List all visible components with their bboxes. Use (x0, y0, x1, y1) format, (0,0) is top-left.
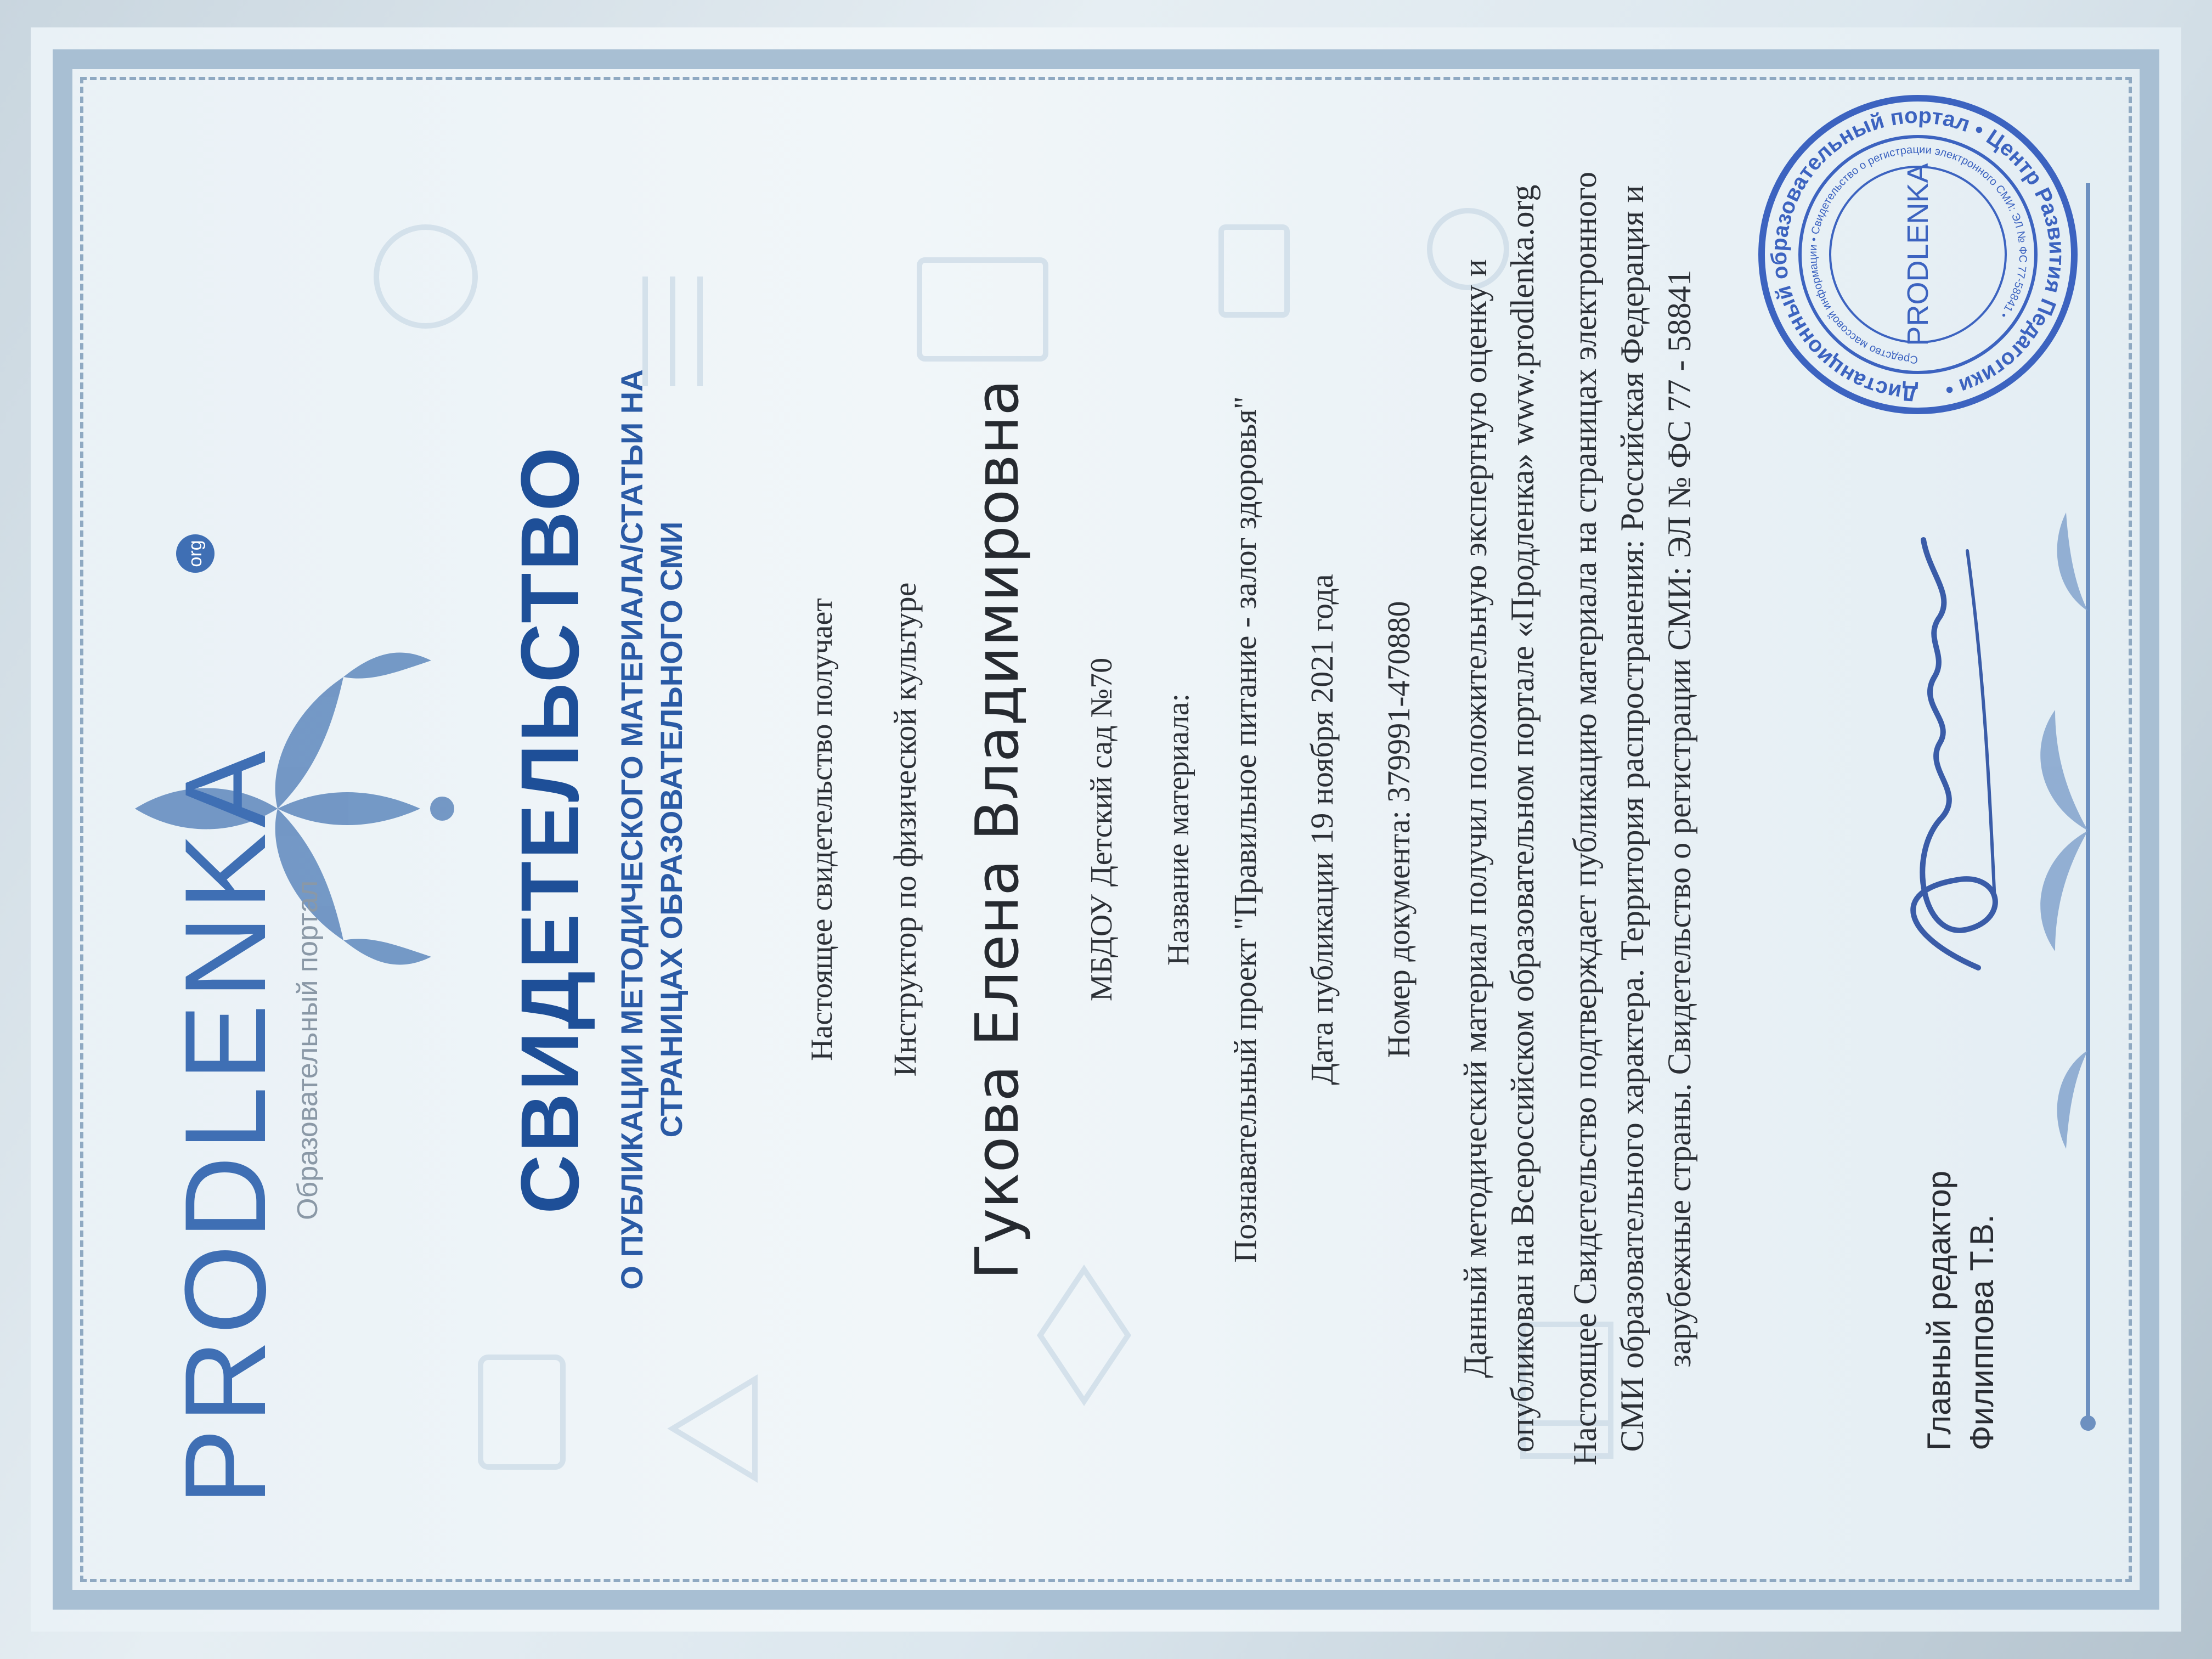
editor-role: Главный редактор (1921, 1170, 1957, 1451)
document-number: Номер документа: 379991-470880 (1381, 601, 1417, 1058)
logo-wordmark: PRODLENKA (161, 745, 290, 1505)
registration-paragraph: Настоящее Свидетельство подтверждает публикацию материала на страницах электронного СМИ образовательного характера. Территория распространения: Российская Федерация и зарубежные страны. Свидетельство о регистрации СМИ: ЭЛ № ФС 77 - 58841 (1567, 171, 1697, 1466)
material-label: Название материала: (1161, 693, 1195, 966)
recipient-organization: МБДОУ Детский сад №70 (1085, 657, 1119, 1002)
expert-evaluation-paragraph: Данный методический материал получил положительную экспертную оценку и опубликован на Всероссийском образовательном портале «Продленка» www.prodlenka.org (1457, 184, 1541, 1453)
recipient-intro: Настоящее свидетельство получает (805, 598, 839, 1061)
chief-editor-block (1918, 1171, 2004, 1451)
stamp-outer-text: Дистанционный образовательный портал • Центр Развития Педагогики • (1767, 103, 2069, 406)
logo-org-badge: org (176, 534, 215, 573)
certificate (31, 27, 2181, 1632)
editor-name: Филиппова Т.В. (1963, 1214, 2000, 1451)
material-title: Познавательный проект "Правильное питание - залог здоровья" (1227, 396, 1263, 1263)
stamp-center-text: PRODLENKA (1901, 163, 1934, 346)
editor-signature (1858, 507, 2033, 1001)
certificate-subtitle: О ПУБЛИКАЦИИ МЕТОДИЧЕСКОГО МАТЕРИАЛА/СТАТЬИ НА СТРАНИЦАХ ОБРАЗОВАТЕЛЬНОГО СМИ (614, 369, 689, 1290)
publication-date: Дата публикации 19 ноября 2021 года (1304, 574, 1340, 1085)
logo-subtitle: Образовательный портал (292, 880, 324, 1220)
certificate-title: СВИДЕТЕЛЬСТВО (504, 445, 596, 1214)
round-stamp (1753, 90, 2083, 419)
recipient-name: Гукова Елена Владимировна (963, 379, 1032, 1280)
recipient-position: Инструктор по физической культуре (887, 582, 923, 1077)
prodlenka-logo (161, 540, 327, 1505)
stamp-inner-text: Средство массовой информации • Свидетельство о регистрации электронного СМИ: ЭЛ № ФС 77-58841 • (1807, 143, 2029, 366)
